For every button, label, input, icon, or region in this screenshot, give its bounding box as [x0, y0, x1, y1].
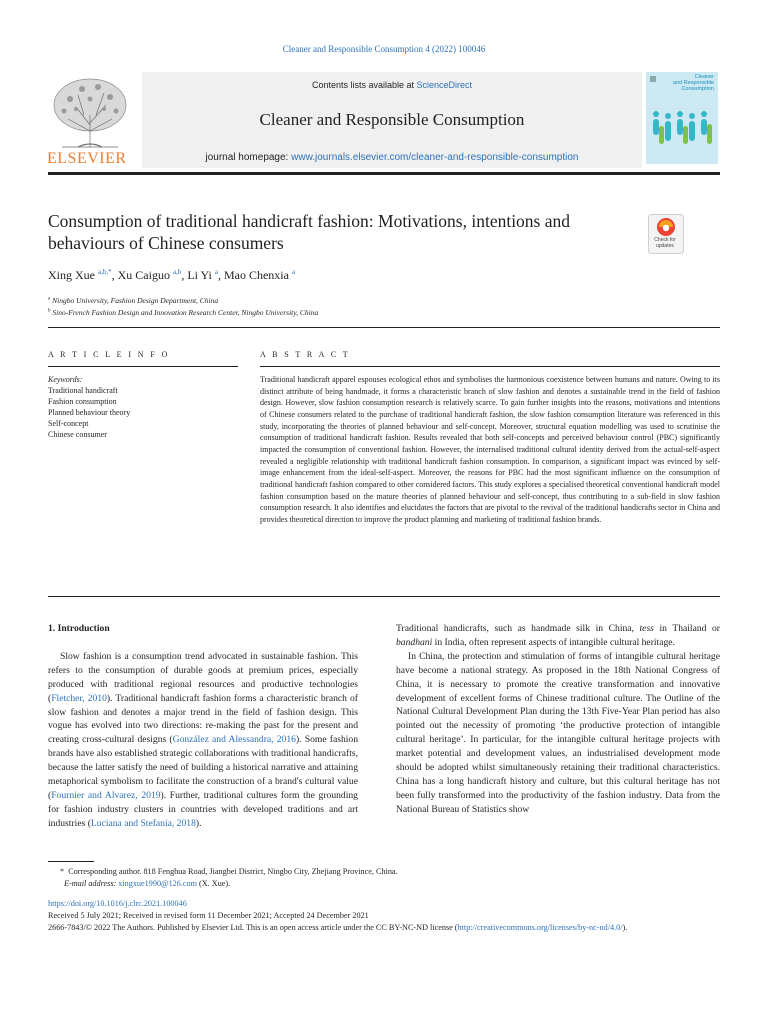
contents-line — [142, 80, 642, 90]
keywords-block — [48, 374, 130, 440]
keyword-item: Traditional handicraft — [48, 386, 118, 395]
cover-title-line2: and Responsible — [673, 80, 714, 86]
term-italic: bandhani — [396, 636, 433, 648]
corresponding-author-footnote — [48, 866, 720, 890]
email-link[interactable]: xingxue1990@126.com — [118, 879, 197, 888]
cover-title — [648, 74, 714, 92]
intro-paragraph-continued — [396, 622, 720, 650]
crossmark-line2: updates — [656, 242, 674, 249]
author-affiliation-mark[interactable]: a,b,* — [98, 268, 112, 276]
intro-paragraph-2: In China, the protection and stimulation of forms of intangible cultural heritage have become a national strategy. As proposed in the 18th National Congress of China, it is necessary to promote the creative transformation and innovative development of excellent forms of Chinese traditional culture. The Outline of the National Cultural Development Plan during the 13th Five-Year Plan period has also pointed out the necessity of promoting ‘the productive protection of intangible cultural heritage’. In particular, for the intangible cultural heritage projects with market potential and development values, an industrialised development mode should be adopted whilst simultaneously retaining their traditional characteristics. China has a long handicraft history and culture, but this cultural heritage has not been fully transformed into the productivity of the fashion industry. Data from the National Bureau of Statistics show — [396, 650, 720, 815]
article-info-rule — [48, 366, 238, 367]
reference-link[interactable]: González and Alessandra, 2016 — [172, 734, 296, 746]
paper-title — [48, 210, 628, 254]
homepage-line — [142, 152, 642, 163]
author-name[interactable]: Xu Caiguo — [117, 268, 170, 282]
affiliation-mark: a — [48, 296, 51, 302]
text-run: ). Further, traditional cultures form the grounding for fashion industry clusters in countries with developed traditions and art industries ( — [48, 789, 358, 829]
reference-link[interactable]: Fletcher, 2010 — [51, 692, 107, 704]
abstract-text: Traditional handicraft apparel espouses ecological ethos and symbolises the harmonious coexistence between humans and nature. Owing to its distinct attribute of being handmade, it forms a characteristic branch of slow fashion and denotes a sustainable trend in the field of fashion design. However, slow fashion consumption research is relatively scarce. To gain further insights into the reasons, motivations and intentions of Chinese consumers related to the purchase of traditional handicraft fashion, the slow fashion consumption literature was referenced in this study, incorporating the theories of planned behaviour and self-concept. Moreover, structural equation modelling was used to scrutinise the consumption of traditional handicraft fashion. Results revealed that both self-concepts and perceived behaviour control (PBC) significantly impacted the consumption of conventional fashion. However, the internalised traditional cultural identity derived from the actual-self-aspect revealed a negligible relationship with traditional handicraft fashion consumption. In comparison, a significant impact was evinced by self-image enhancement from the ideal-self-aspect. Moreover, the reasons for PBC had the most significant influence on the consumption of traditional handicraft fashion compared to other considered factors. This study explores a specialised theoretical conventional handicraft model fashion consumption based on the mature theories of planned behaviour and self-concept, thus contributing to a sub-field in slow fashion consumption research. It also identifies and elucidates the factors that are pivotal to the revival of the traditional handicrafts sector in China and provides theoretical direction to improve the product planning and marketing of traditional fashion brands. — [260, 375, 720, 524]
header-rule — [48, 172, 720, 175]
affiliation-rule — [48, 327, 720, 328]
paper-title-line2: behaviours of Chinese consumers — [48, 233, 284, 253]
text-run: ). Some fashion brands have also established strategic collaborations with traditional handicrafts, because the latter satisfy the need of building a historical narrative and attaining metaphorical symbolism to facilitate the construction of a brand's cultural value ( — [48, 734, 359, 801]
affiliation-text: Sino-French Fashion Design and Innovation Research Center, Ningbo University, China — [52, 308, 319, 317]
keyword-item: Fashion consumption — [48, 397, 117, 406]
author-affiliation-mark[interactable]: a — [291, 268, 296, 276]
footnote-rule — [48, 861, 94, 862]
text-run: Slow fashion is a consumption trend advocated in sustainable fashion. This refers to the consumption of durable goods at premium prices, especially produced with traditional regional resources and productive technologies ( — [48, 650, 358, 704]
footnote-mark: * — [60, 867, 65, 876]
paper-title-line1: Consumption of traditional handicraft fashion: Motivations, intentions and — [48, 211, 571, 231]
text-run: ). — [195, 817, 202, 829]
crossmark-line1: Check for — [654, 237, 676, 243]
reference-link[interactable]: Luciana and Stefania, 2018 — [90, 817, 196, 829]
author-name[interactable]: Xing Xue — [48, 268, 95, 282]
author-affiliation-mark[interactable]: a,b — [172, 268, 182, 276]
cover-title-line1: Cleaner — [694, 74, 714, 80]
check-for-updates-label — [648, 238, 682, 249]
journal-title: Cleaner and Responsible Consumption — [259, 110, 525, 129]
email-label: E-mail address: — [64, 879, 119, 888]
article-info-heading: A R T I C L E I N F O — [48, 350, 170, 359]
cover-title-line3: Consumption — [681, 86, 714, 92]
license-text: 2666-7843/© 2022 The Authors. Published by Elsevier Ltd. This is an open access article under the CC BY-NC-ND license ( — [48, 923, 458, 932]
cover-people-art — [650, 108, 714, 152]
license-link[interactable]: http://creativecommons.org/licenses/by-nc-nd/4.0/ — [457, 923, 623, 932]
abstract-rule — [260, 366, 720, 367]
doi-link[interactable]: https://doi.org/10.1016/j.clrc.2021.100046 — [48, 899, 187, 908]
article-metadata — [48, 898, 720, 934]
body-left-column — [48, 622, 358, 831]
affiliation-b — [48, 308, 318, 317]
body-right-column — [396, 622, 720, 817]
author-list: Xing Xue $^{a,b,*}$, Xu Caiguo $^{a,b}$, Li Yi $^a$, Mao Chenxia $^a$ — [48, 268, 296, 282]
reference-link[interactable]: Fournier and Alvarez, 2019 — [51, 789, 161, 801]
contents-prefix: Contents lists available at — [311, 80, 417, 90]
email-suffix: (X. Xue). — [197, 879, 231, 888]
author-affiliation-mark[interactable]: a — [214, 268, 218, 276]
homepage-prefix: journal homepage: — [205, 152, 292, 163]
text-run: in Thailand or — [653, 623, 720, 634]
affiliation-a — [48, 296, 218, 305]
elsevier-wordmark: ELSEVIER — [47, 150, 127, 167]
abstract-heading: A B S T R A C T — [260, 350, 351, 359]
journal-homepage-link[interactable]: www.journals.elsevier.com/cleaner-and-responsible-consumption — [291, 152, 579, 163]
keyword-item: Planned behaviour theory — [48, 408, 131, 417]
license-suffix: ). — [622, 923, 628, 932]
abstract-bottom-rule — [48, 596, 720, 597]
intro-paragraph-1 — [48, 650, 358, 831]
author-name[interactable]: Mao Chenxia — [223, 268, 289, 282]
term-italic: tess — [639, 623, 654, 634]
section-heading-introduction: 1. Introduction — [48, 623, 110, 634]
license-line — [48, 922, 720, 934]
footnote-text: Corresponding author. 818 Fenghua Road, Jiangbei District, Ningbo City, Zhejiang Province, China. — [68, 867, 398, 876]
journal-citation[interactable]: Cleaner and Responsible Consumption 4 (2022) 100046 — [282, 44, 486, 54]
affiliation-mark: b — [48, 308, 51, 314]
affiliation-text: Ningbo University, Fashion Design Department, China — [52, 296, 219, 305]
keyword-item: Chinese consumer — [48, 430, 107, 439]
sciencedirect-link[interactable]: ScienceDirect — [416, 80, 473, 90]
author-name[interactable]: Li Yi — [187, 268, 212, 282]
text-run: ). Traditional handicraft fashion forms a characteristic branch of slow fashion and denotes a major trend in the field of fashion design. This vogue has evolved into two directions: re-making the past for the present and creating cross-cultural designs ( — [48, 692, 358, 746]
received-dates: Received 5 July 2021; Received in revised form 11 December 2021; Accepted 24 December 2021 — [48, 911, 369, 920]
keyword-item: Self-concept — [48, 419, 89, 428]
text-run: in India, often represent aspects of intangible cultural heritage. — [432, 636, 675, 648]
keywords-label: Keywords: — [48, 375, 83, 384]
text-run: Traditional handicrafts, such as handmade silk in China, — [396, 623, 640, 634]
